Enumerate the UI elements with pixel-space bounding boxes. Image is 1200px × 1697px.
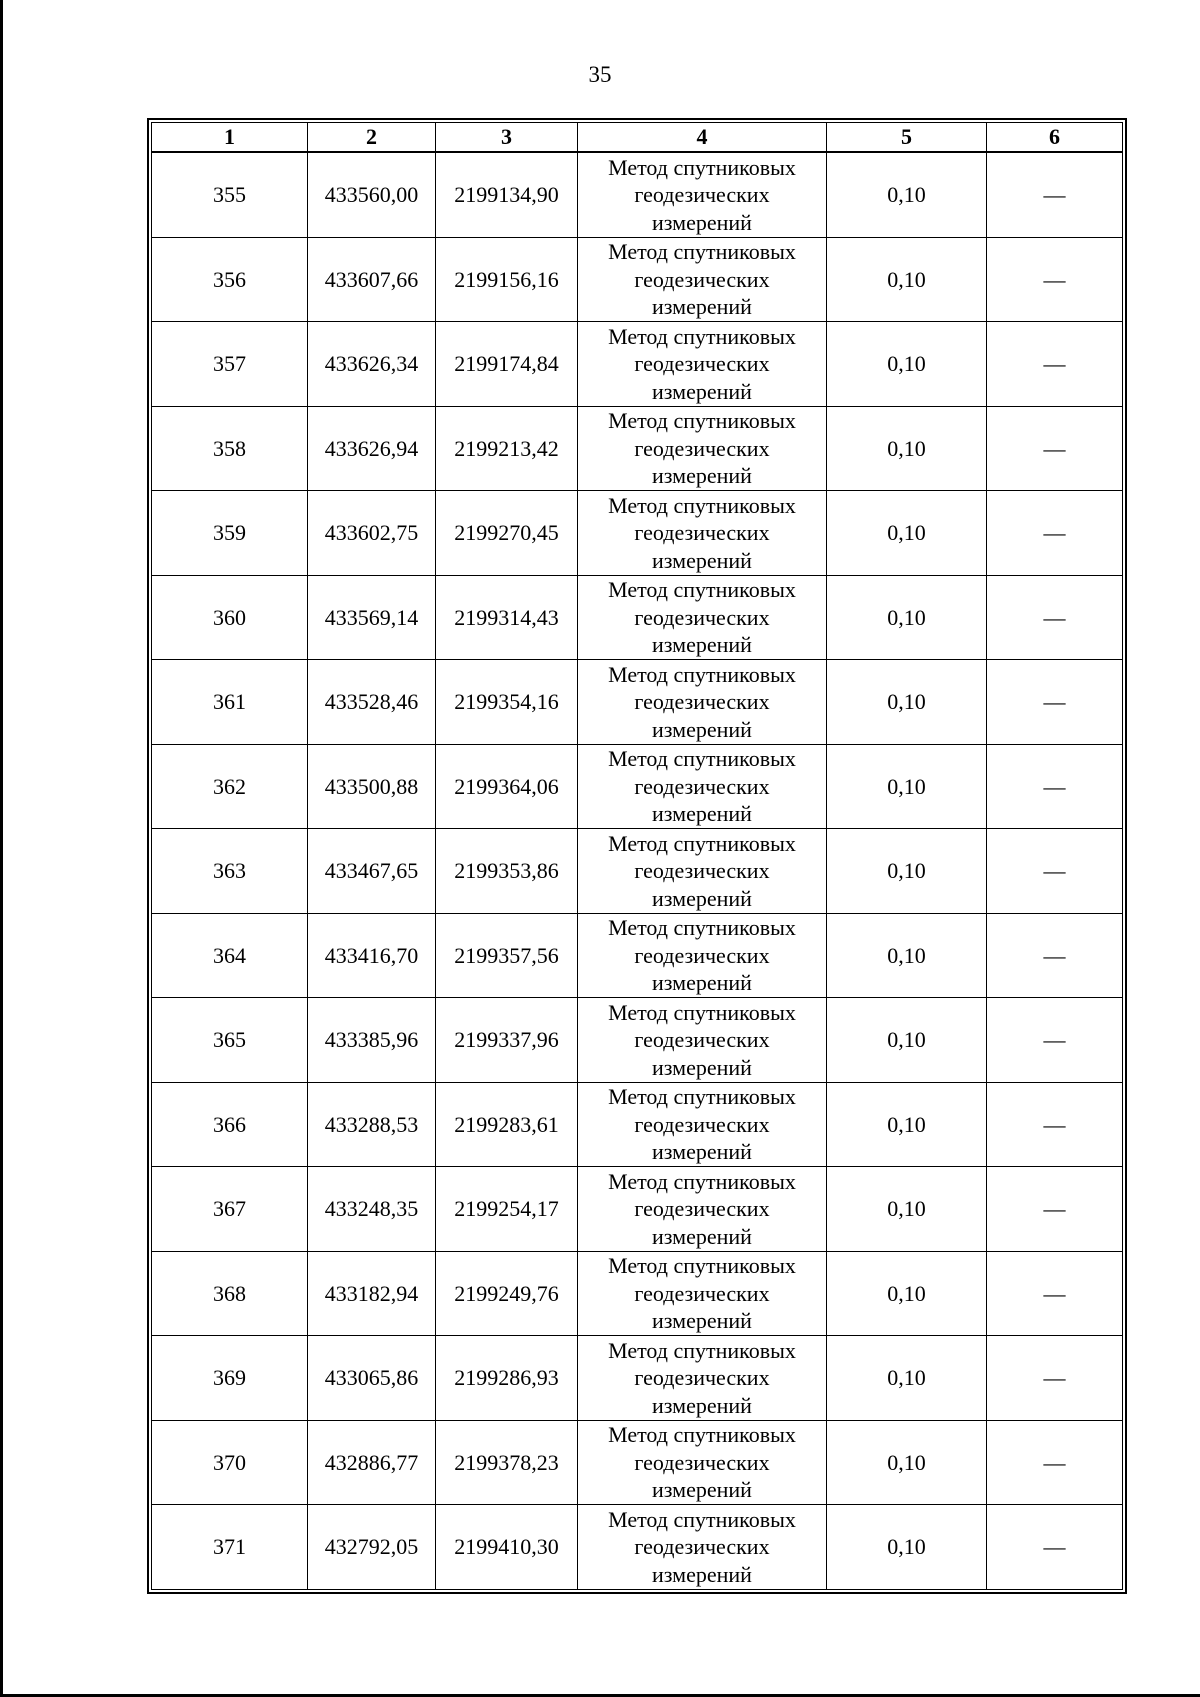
- table-body: [152, 152, 1123, 1589]
- y-coordinate-cell: 2199357,56: [436, 913, 578, 998]
- point-number-cell: 360: [152, 575, 308, 660]
- note-cell: —: [987, 491, 1123, 576]
- method-line: Метод спутниковых: [608, 492, 796, 518]
- point-number-cell: 356: [152, 237, 308, 322]
- method-line: Метод спутниковых: [608, 1506, 796, 1532]
- method-line: геодезических: [634, 435, 770, 461]
- table-row: [152, 660, 1123, 745]
- point-number-cell: 368: [152, 1251, 308, 1336]
- x-coordinate-cell: 433626,94: [308, 406, 436, 491]
- y-coordinate-cell: 2199213,42: [436, 406, 578, 491]
- x-coordinate-cell: 433288,53: [308, 1082, 436, 1167]
- point-number-cell: 371: [152, 1505, 308, 1590]
- accuracy-cell: 0,10: [827, 1167, 987, 1252]
- method-line: геодезических: [634, 858, 770, 883]
- y-coordinate-cell: 2199270,45: [436, 491, 578, 576]
- method-cell: [578, 744, 827, 829]
- accuracy-cell: 0,10: [827, 1505, 987, 1590]
- y-coordinate-cell: 2199134,90: [436, 152, 578, 237]
- y-coordinate-cell: 2199249,76: [436, 1251, 578, 1336]
- x-coordinate-cell: 433182,94: [308, 1251, 436, 1336]
- point-number-cell: 361: [152, 660, 308, 745]
- note-cell: —: [987, 829, 1123, 914]
- y-coordinate-cell: 2199174,84: [436, 322, 578, 407]
- method-line: геодезических: [634, 1196, 770, 1221]
- method-line: геодезических: [634, 773, 770, 799]
- coordinates-table-frame: [147, 118, 1127, 1594]
- x-coordinate-cell: 433528,46: [308, 660, 436, 745]
- point-number-cell: 358: [152, 406, 308, 491]
- y-coordinate-cell: 2199286,93: [436, 1336, 578, 1421]
- method-line: измерений: [652, 1392, 752, 1418]
- method-line: Метод спутниковых: [608, 1253, 796, 1278]
- y-coordinate-cell: 2199354,16: [436, 660, 578, 745]
- method-line: геодезических: [634, 1534, 770, 1559]
- table-header-row: [152, 123, 1123, 153]
- method-cell: [578, 152, 827, 237]
- table-row: [152, 237, 1123, 322]
- method-line: Метод спутниковых: [608, 1337, 796, 1363]
- method-line: Метод спутниковых: [608, 577, 796, 602]
- method-cell: [578, 829, 827, 914]
- method-line: геодезических: [634, 351, 770, 376]
- method-cell: [578, 406, 827, 491]
- table-row: [152, 1167, 1123, 1252]
- table-row: [152, 829, 1123, 914]
- method-line: Метод спутниковых: [608, 408, 796, 433]
- method-line: измерений: [652, 378, 752, 404]
- accuracy-cell: 0,10: [827, 1251, 987, 1336]
- y-coordinate-cell: 2199337,96: [436, 998, 578, 1083]
- method-line: измерений: [652, 970, 752, 995]
- method-line: измерений: [652, 1308, 752, 1333]
- method-line: измерений: [652, 294, 752, 319]
- method-line: измерений: [652, 801, 752, 826]
- table-row: [152, 998, 1123, 1083]
- method-cell: [578, 1505, 827, 1590]
- method-line: геодезических: [634, 520, 770, 545]
- note-cell: —: [987, 660, 1123, 745]
- table-row: [152, 575, 1123, 660]
- method-line: геодезических: [634, 182, 770, 207]
- method-cell: [578, 1082, 827, 1167]
- table-row: [152, 406, 1123, 491]
- note-cell: —: [987, 1082, 1123, 1167]
- method-line: измерений: [652, 1561, 752, 1587]
- method-line: измерений: [652, 1054, 752, 1080]
- note-cell: —: [987, 744, 1123, 829]
- method-cell: [578, 575, 827, 660]
- method-line: измерений: [652, 209, 752, 235]
- method-line: геодезических: [634, 942, 770, 968]
- x-coordinate-cell: 433569,14: [308, 575, 436, 660]
- table-row: [152, 913, 1123, 998]
- page-number: 35: [588, 62, 612, 87]
- y-coordinate-cell: 2199353,86: [436, 829, 578, 914]
- y-coordinate-cell: 2199378,23: [436, 1420, 578, 1505]
- method-line: геодезических: [634, 1280, 770, 1306]
- x-coordinate-cell: 433065,86: [308, 1336, 436, 1421]
- method-line: геодезических: [634, 604, 770, 630]
- method-cell: [578, 322, 827, 407]
- method-line: Метод спутниковых: [608, 661, 796, 687]
- table-row: [152, 1082, 1123, 1167]
- point-number-cell: 363: [152, 829, 308, 914]
- method-line: Метод спутниковых: [608, 1422, 796, 1447]
- table-row: [152, 1505, 1123, 1590]
- table-row: [152, 322, 1123, 407]
- method-line: измерений: [652, 1477, 752, 1502]
- method-line: измерений: [652, 716, 752, 742]
- x-coordinate-cell: 432886,77: [308, 1420, 436, 1505]
- note-cell: —: [987, 998, 1123, 1083]
- x-coordinate-cell: 433607,66: [308, 237, 436, 322]
- method-line: Метод спутниковых: [608, 915, 796, 940]
- method-cell: [578, 998, 827, 1083]
- note-cell: —: [987, 1505, 1123, 1590]
- method-line: измерений: [652, 547, 752, 573]
- table-row: [152, 744, 1123, 829]
- note-cell: —: [987, 1336, 1123, 1421]
- method-line: измерений: [652, 885, 752, 911]
- x-coordinate-cell: 433385,96: [308, 998, 436, 1083]
- method-line: Метод спутниковых: [608, 830, 796, 856]
- method-line: измерений: [652, 632, 752, 657]
- accuracy-cell: 0,10: [827, 491, 987, 576]
- table-row: [152, 1336, 1123, 1421]
- method-cell: [578, 1336, 827, 1421]
- header-col-3: 3: [436, 123, 578, 153]
- accuracy-cell: 0,10: [827, 322, 987, 407]
- accuracy-cell: 0,10: [827, 575, 987, 660]
- note-cell: —: [987, 237, 1123, 322]
- accuracy-cell: 0,10: [827, 913, 987, 998]
- method-line: Метод спутниковых: [608, 1084, 796, 1109]
- point-number-cell: 364: [152, 913, 308, 998]
- y-coordinate-cell: 2199364,06: [436, 744, 578, 829]
- table-row: [152, 1251, 1123, 1336]
- scan-edge-left: [0, 0, 3, 1697]
- method-cell: [578, 660, 827, 745]
- point-number-cell: 369: [152, 1336, 308, 1421]
- method-line: геодезических: [634, 1365, 770, 1390]
- method-cell: [578, 237, 827, 322]
- method-cell: [578, 1251, 827, 1336]
- method-cell: [578, 1167, 827, 1252]
- accuracy-cell: 0,10: [827, 1336, 987, 1421]
- header-col-6: 6: [987, 123, 1123, 153]
- accuracy-cell: 0,10: [827, 237, 987, 322]
- note-cell: —: [987, 1167, 1123, 1252]
- y-coordinate-cell: 2199156,16: [436, 237, 578, 322]
- method-cell: [578, 1420, 827, 1505]
- method-line: измерений: [652, 463, 752, 488]
- accuracy-cell: 0,10: [827, 998, 987, 1083]
- table-row: [152, 152, 1123, 237]
- method-line: Метод спутниковых: [608, 323, 796, 349]
- header-col-5: 5: [827, 123, 987, 153]
- x-coordinate-cell: 433602,75: [308, 491, 436, 576]
- point-number-cell: 359: [152, 491, 308, 576]
- x-coordinate-cell: 433626,34: [308, 322, 436, 407]
- method-line: Метод спутниковых: [608, 1168, 796, 1194]
- note-cell: —: [987, 913, 1123, 998]
- point-number-cell: 370: [152, 1420, 308, 1505]
- x-coordinate-cell: 433500,88: [308, 744, 436, 829]
- method-line: геодезических: [634, 1111, 770, 1137]
- method-line: геодезических: [634, 1027, 770, 1052]
- table-row: [152, 1420, 1123, 1505]
- header-col-2: 2: [308, 123, 436, 153]
- method-line: геодезических: [634, 266, 770, 292]
- x-coordinate-cell: 432792,05: [308, 1505, 436, 1590]
- method-line: Метод спутниковых: [608, 239, 796, 264]
- method-line: Метод спутниковых: [608, 746, 796, 771]
- accuracy-cell: 0,10: [827, 744, 987, 829]
- method-line: геодезических: [634, 1449, 770, 1475]
- method-cell: [578, 913, 827, 998]
- y-coordinate-cell: 2199254,17: [436, 1167, 578, 1252]
- note-cell: —: [987, 1420, 1123, 1505]
- point-number-cell: 357: [152, 322, 308, 407]
- x-coordinate-cell: 433467,65: [308, 829, 436, 914]
- method-line: измерений: [652, 1139, 752, 1164]
- accuracy-cell: 0,10: [827, 1420, 987, 1505]
- x-coordinate-cell: 433560,00: [308, 152, 436, 237]
- point-number-cell: 367: [152, 1167, 308, 1252]
- point-number-cell: 355: [152, 152, 308, 237]
- table-row: [152, 491, 1123, 576]
- method-line: геодезических: [634, 689, 770, 714]
- x-coordinate-cell: 433248,35: [308, 1167, 436, 1252]
- accuracy-cell: 0,10: [827, 829, 987, 914]
- x-coordinate-cell: 433416,70: [308, 913, 436, 998]
- accuracy-cell: 0,10: [827, 1082, 987, 1167]
- note-cell: —: [987, 575, 1123, 660]
- accuracy-cell: 0,10: [827, 406, 987, 491]
- y-coordinate-cell: 2199283,61: [436, 1082, 578, 1167]
- method-cell: [578, 491, 827, 576]
- note-cell: —: [987, 1251, 1123, 1336]
- method-line: измерений: [652, 1223, 752, 1249]
- method-line: Метод спутниковых: [608, 999, 796, 1025]
- note-cell: —: [987, 152, 1123, 237]
- point-number-cell: 366: [152, 1082, 308, 1167]
- header-col-1: 1: [152, 123, 308, 153]
- method-line: Метод спутниковых: [608, 154, 796, 180]
- point-number-cell: 365: [152, 998, 308, 1083]
- accuracy-cell: 0,10: [827, 660, 987, 745]
- note-cell: —: [987, 322, 1123, 407]
- coordinates-table: [151, 122, 1123, 1590]
- y-coordinate-cell: 2199314,43: [436, 575, 578, 660]
- note-cell: —: [987, 406, 1123, 491]
- point-number-cell: 362: [152, 744, 308, 829]
- y-coordinate-cell: 2199410,30: [436, 1505, 578, 1590]
- accuracy-cell: 0,10: [827, 152, 987, 237]
- header-col-4: 4: [578, 123, 827, 153]
